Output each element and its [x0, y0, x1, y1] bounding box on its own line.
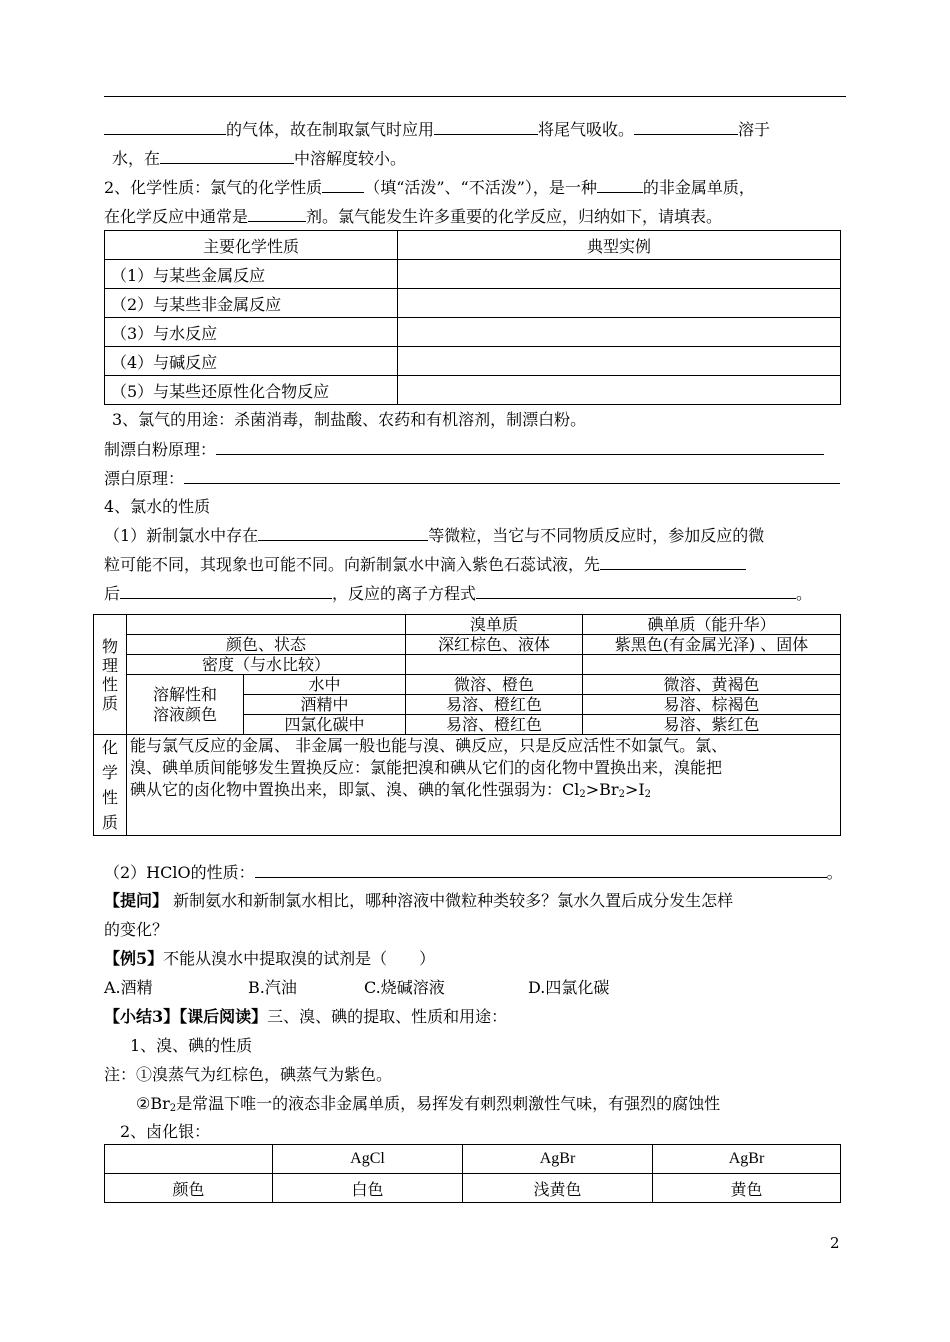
text-line: 后 ，反应的离子方程式 。 — [104, 580, 846, 606]
option-a[interactable]: A.酒精 — [104, 978, 153, 997]
answer-blank[interactable] — [322, 174, 364, 193]
text-line: 【小结3】【课后阅读】三、溴、碘的提取、性质和用途： — [104, 1007, 508, 1026]
answer-blank[interactable] — [104, 116, 226, 135]
answer-blank[interactable] — [600, 551, 746, 570]
page-number: 2 — [830, 1234, 840, 1252]
text-line: 2、卤化银： — [120, 1122, 211, 1141]
text-line: 2、化学性质：氯气的化学性质 （填“活泼”、“不活泼”），是一种 的非金属单质， — [104, 174, 846, 200]
option-c[interactable]: C.烧碱溶液 — [364, 978, 445, 997]
table-cell: （2）与某些非金属反应 — [105, 289, 398, 318]
text-line: 1、溴、碘的性质 — [130, 1036, 253, 1055]
option-b[interactable]: B.汽油 — [248, 978, 297, 997]
table-cell: （4）与碱反应 — [105, 347, 398, 376]
chem-label: 化 学 性 质 — [94, 735, 127, 836]
answer-cell[interactable] — [398, 289, 841, 318]
answer-cell[interactable] — [398, 260, 841, 289]
header-rule — [104, 96, 846, 97]
text-line: 注：①溴蒸气为红棕色，碘蒸气为紫色。 — [104, 1065, 393, 1084]
silver-halide-table: AgCl AgBr AgBr 颜色 白色 浅黄色 黄色 — [104, 1144, 841, 1203]
answer-blank[interactable] — [434, 116, 538, 135]
chem-description: 能与氯气反应的金属、 非金属一般也能与溴、碘反应，只是反应活性不如氯气。氯、 溴、碘单质间能够发生置换反应：氯能把溴和碘从它们的卤化物中置换出来，溴能把 碘从它的卤化物中置换出来，即氯、溴、碘的氧化性强弱为：$Cl_2>Br_2>I_2$ — [127, 735, 841, 836]
text-line: 【提问】 新制氨水和新制氯水相比，哪种溶液中微粒种类较多？氯水久置后成分发生怎样 — [104, 891, 734, 910]
text-line: $②Br_2$是常温下唯一的液态非金属单质，易挥发有刺烈刺激性气味，有强烈的腐蚀性 — [136, 1094, 721, 1114]
table-cell: （5）与某些还原性化合物反应 — [105, 376, 398, 405]
text-line: 水，在 中溶解度较小。 — [112, 145, 854, 171]
text-line: 制漂白粉原理： — [104, 436, 846, 462]
chemical-properties-table — [104, 230, 841, 405]
text-line: 4、氯水的性质 — [104, 497, 211, 516]
answer-blank[interactable] — [258, 522, 428, 541]
table-header: 典型实例 — [398, 231, 841, 260]
text-line: 漂白原理： — [104, 465, 846, 491]
text-line: 粒可能不同，其现象也可能不同。向新制氯水中滴入紫色石蕊试液，先 — [104, 551, 846, 577]
answer-options — [104, 975, 846, 1001]
answer-blank[interactable] — [476, 580, 796, 599]
answer-blank[interactable] — [216, 436, 824, 455]
table-header: 主要化学性质 — [105, 231, 398, 260]
answer-cell[interactable] — [406, 655, 583, 675]
table-cell: （3）与水反应 — [105, 318, 398, 347]
text-line: 的气体，故在制取氯气时应用 将尾气吸收。 溶于 — [104, 116, 846, 142]
answer-blank[interactable] — [634, 116, 738, 135]
answer-blank[interactable] — [120, 580, 332, 599]
answer-cell[interactable] — [398, 347, 841, 376]
text-line: 的变化？ — [104, 920, 169, 939]
text-line: （1）新制氯水中存在 等微粒，当它与不同物质反应时，参加反应的微 — [104, 522, 846, 548]
text-line: 在化学反应中通常是 剂。氯气能发生许多重要的化学反应，归纳如下，请填表。 — [104, 203, 846, 229]
table-cell: （1）与某些金属反应 — [105, 260, 398, 289]
bromine-iodine-table: 物 理 性 质 溴单质 碘单质（能升华） 颜色、状态 深红棕色、液体 紫黑色(有金属光泽) 、固体 密度（与水比较） 溶解性和 溶液颜色 水中 微溶、橙色 微溶、黄褐色 酒精中 易溶、橙红色 易溶、棕褐色 四氯化碳中 易溶、橙红色 易溶、紫红色 化 学 性 质 能与氯气反应的金属、 非金属一般也能与溴、碘反应，只是反应活性不如氯气。氯、 溴、碘单质间能够发生置换反应：氯能把溴和碘从它们的卤化物中置换出来，溴能把 碘从它的卤化物中置换出来，即氯、溴、碘的氧化性强弱为：$Cl_2>Br_2>I_2$ — [93, 614, 841, 836]
answer-blank[interactable] — [597, 174, 643, 193]
answer-blank[interactable] — [255, 859, 827, 878]
option-d[interactable]: D.四氯化碳 — [528, 978, 610, 997]
phys-label: 物 理 性 质 — [94, 615, 127, 735]
answer-cell[interactable] — [398, 318, 841, 347]
answer-cell[interactable] — [583, 655, 841, 675]
answer-blank[interactable] — [160, 145, 294, 164]
text-line: （2）HClO的性质： 。 — [104, 859, 846, 885]
answer-blank[interactable] — [248, 203, 306, 222]
text-line: 【例5】不能从溴水中提取溴的试剂是（ ） — [104, 949, 436, 968]
answer-blank[interactable] — [184, 465, 840, 484]
text-line: 3、氯气的用途：杀菌消毒，制盐酸、农药和有机溶剂，制漂白粉。 — [112, 410, 587, 429]
answer-cell[interactable] — [398, 376, 841, 405]
